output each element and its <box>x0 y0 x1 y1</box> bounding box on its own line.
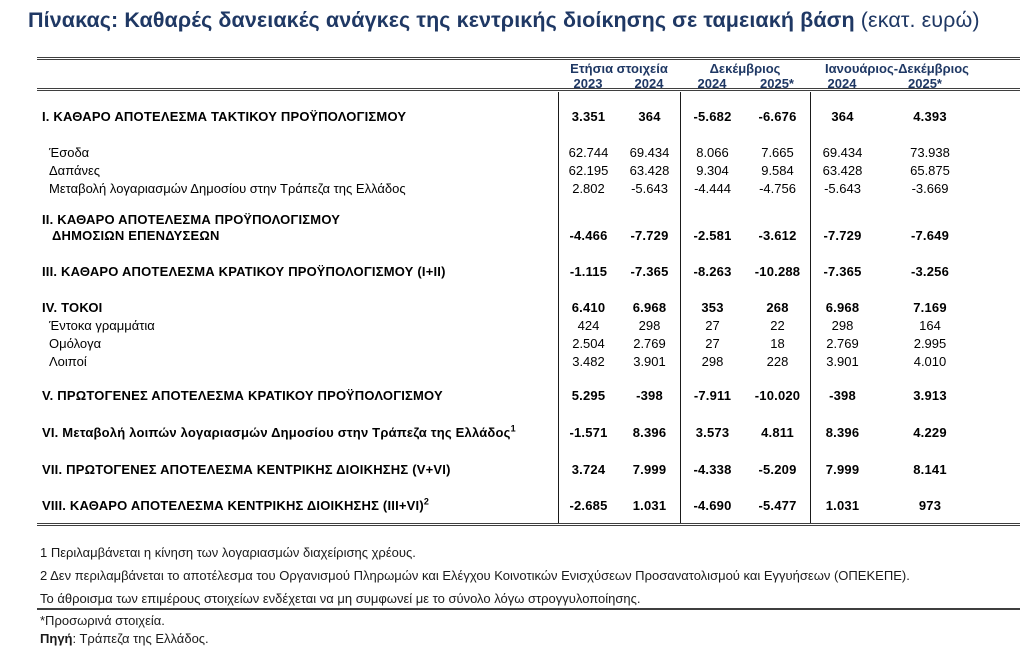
value-dec-2024: -4.444 <box>694 181 731 196</box>
value-dec-2025: -5.209 <box>758 462 797 477</box>
value-jandec-2025: -7.649 <box>910 228 950 243</box>
value-annual-2023: 62.744 <box>568 145 609 160</box>
value-dec-2024: -2.581 <box>693 228 732 243</box>
value-dec-2025: -4.756 <box>759 181 796 196</box>
value-annual-2023: 3.482 <box>572 354 605 369</box>
table-bottom-rule <box>37 523 1020 526</box>
value-annual-2023: 424 <box>577 318 600 333</box>
year-col-5: 2024 <box>827 76 857 91</box>
value-dec-2025: -5.477 <box>758 498 797 513</box>
value-dec-2025: 22 <box>770 318 785 333</box>
row-label: Ομόλογα <box>49 336 102 351</box>
value-dec-2024: 3.573 <box>695 425 730 440</box>
value-jandec-2024: -398 <box>829 388 856 403</box>
value-annual-2024: 69.434 <box>629 145 670 160</box>
value-dec-2025: 18 <box>770 336 785 351</box>
year-col-3: 2024 <box>697 76 727 91</box>
footnote-provisional: *Προσωρινά στοιχεία. <box>40 613 165 628</box>
footnote-marker: 1 <box>510 423 516 434</box>
value-annual-2023: 6.410 <box>571 300 606 315</box>
value-annual-2023: -4.466 <box>569 228 608 243</box>
footnote-2: 2 Δεν περιλαμβάνεται το αποτέλεσμα του Οργανισμού Πληρωμών και Ελέγχου Κοινοτικών Ενισχύσεων Προσανατολισμού και Εγγυήσεων (ΟΠΕΚΕΠΕ). <box>40 568 910 583</box>
row-label: IV. ΤΟΚΟΙ <box>42 300 103 315</box>
table-row <box>37 163 985 179</box>
row-label: Ι. ΚΑΘΑΡΟ ΑΠΟΤΕΛΕΣΜΑ ΤΑΚΤΙΚΟΥ ΠΡΟΫΠΟΛΟΓΙΣΜΟΥ <box>42 109 407 124</box>
value-jandec-2025: -3.669 <box>911 181 949 196</box>
table-row <box>37 498 985 514</box>
value-annual-2023: 2.802 <box>572 181 605 196</box>
value-dec-2024: 298 <box>701 354 724 369</box>
value-annual-2024: 7.999 <box>632 462 667 477</box>
year-col-4: 2025* <box>760 76 794 91</box>
header-bottom-rule <box>37 88 1020 91</box>
value-annual-2023: -1.115 <box>569 264 608 279</box>
value-jandec-2024: 364 <box>831 109 854 124</box>
table-row <box>37 462 985 478</box>
row-label: VI. Μεταβολή λοιπών λογαριασμών Δημοσίου στην Τράπεζα της Ελλάδος$^1$ <box>42 423 516 440</box>
value-jandec-2025: 973 <box>918 498 942 513</box>
value-jandec-2024: 63.428 <box>822 163 863 178</box>
value-annual-2024: -398 <box>636 388 663 403</box>
year-col-2: 2024 <box>634 76 664 91</box>
value-jandec-2024: 69.434 <box>822 145 863 160</box>
value-dec-2025: -6.676 <box>758 109 797 124</box>
value-jandec-2024: 8.396 <box>825 425 860 440</box>
value-dec-2024: 9.304 <box>696 163 729 178</box>
value-jandec-2024: 6.968 <box>825 300 860 315</box>
value-jandec-2025: 4.393 <box>913 109 947 124</box>
value-jandec-2024: 3.901 <box>826 354 859 369</box>
row-label: VIII. ΚΑΘΑΡΟ ΑΠΟΤΕΛΕΣΜΑ ΚΕΝΤΡΙΚΗΣ ΔΙΟΙΚΗΣΗΣ $(III+VI)^2$ <box>42 496 430 513</box>
row-label: VII. ΠΡΩΤΟΓΕΝΕΣ ΑΠΟΤΕΛΕΣΜΑ ΚΕΝΤΡΙΚΗΣ ΔΙΟΙΚΗΣΗΣ (V+VI) <box>42 462 451 477</box>
value-dec-2025: -10.288 <box>754 264 801 279</box>
row-label: Έντοκα γραμμάτια <box>49 318 155 333</box>
table-row <box>37 388 985 404</box>
page-title-unit: (εκατ. ευρώ) <box>854 8 980 32</box>
value-annual-2023: -1.571 <box>569 425 608 440</box>
footnote-rounding: Το άθροισμα των επιμέρους στοιχείων ενδέχεται να μη συμφωνεί με το σύνολο λόγω στρογγυλοποίησης. <box>40 591 641 606</box>
source-label: Πηγή <box>40 631 73 646</box>
column-group-december: Δεκέμβριος <box>709 61 781 76</box>
value-dec-2024: 353 <box>701 300 724 315</box>
table-row <box>37 109 985 125</box>
value-jandec-2025: 4.010 <box>913 354 947 369</box>
value-dec-2025: 228 <box>766 354 789 369</box>
value-jandec-2025: 73.938 <box>910 145 950 160</box>
value-dec-2024: 27 <box>705 336 720 351</box>
value-jandec-2024: 2.769 <box>826 336 859 351</box>
source-note <box>40 631 209 646</box>
value-annual-2024: 364 <box>638 109 661 124</box>
value-dec-2025: -10.020 <box>754 388 801 403</box>
value-dec-2025: 268 <box>766 300 789 315</box>
year-col-1: 2023 <box>573 76 603 91</box>
row-label: Δαπάνες <box>49 163 101 178</box>
row-label: Έσοδα <box>49 145 90 160</box>
value-annual-2023: 2.504 <box>572 336 605 351</box>
value-jandec-2025: 4.229 <box>913 425 947 440</box>
value-annual-2024: 63.428 <box>629 163 670 178</box>
value-annual-2023: 62.195 <box>568 163 609 178</box>
page-title-main: Πίνακας: Καθαρές δανειακές ανάγκες της κεντρικής διοίκησης σε ταμειακή βάση <box>28 8 855 32</box>
table-row <box>37 425 985 441</box>
source-text: : Τράπεζα της Ελλάδος. <box>72 631 209 646</box>
value-jandec-2025: 2.995 <box>913 336 947 351</box>
value-dec-2024: 8.066 <box>696 145 729 160</box>
value-annual-2024: 8.396 <box>632 425 667 440</box>
footer-rule <box>37 608 1020 610</box>
table-row <box>37 212 985 244</box>
value-annual-2023: 3.724 <box>571 462 606 477</box>
table-row <box>37 145 985 161</box>
value-annual-2024: -5.643 <box>631 181 668 196</box>
value-annual-2024: 6.968 <box>632 300 667 315</box>
value-dec-2024: -4.690 <box>693 498 732 513</box>
value-dec-2025: 4.811 <box>761 425 794 440</box>
value-dec-2024: -7.911 <box>693 388 732 403</box>
value-annual-2024: 2.769 <box>633 336 666 351</box>
value-jandec-2024: -7.365 <box>823 264 862 279</box>
column-group-annual: Ετήσια στοιχεία <box>570 61 668 76</box>
value-dec-2024: -8.263 <box>693 264 732 279</box>
value-annual-2024: 298 <box>638 318 661 333</box>
value-jandec-2025: 3.913 <box>913 388 947 403</box>
table-row <box>37 354 985 370</box>
row-label: V. ΠΡΩΤΟΓΕΝΕΣ ΑΠΟΤΕΛΕΣΜΑ ΚΡΑΤΙΚΟΥ ΠΡΟΫΠΟΛΟΓΙΣΜΟΥ <box>42 388 443 403</box>
value-jandec-2025: 8.141 <box>913 462 947 477</box>
table-header-groups <box>0 61 1020 76</box>
value-jandec-2025: 65.875 <box>910 163 950 178</box>
value-jandec-2024: -7.729 <box>823 228 862 243</box>
table-body <box>37 92 985 523</box>
value-annual-2024: -7.729 <box>630 228 669 243</box>
value-annual-2024: -7.365 <box>630 264 669 279</box>
value-annual-2023: 5.295 <box>571 388 606 403</box>
row-label: Μεταβολή λογαριασμών Δημοσίου στην Τράπεζα της Ελλάδος <box>49 181 406 196</box>
table-row <box>37 181 985 197</box>
value-jandec-2025: 7.169 <box>913 300 947 315</box>
value-dec-2024: -4.338 <box>693 462 732 477</box>
value-annual-2024: 1.031 <box>632 498 667 513</box>
value-annual-2024: 3.901 <box>633 354 666 369</box>
value-jandec-2024: 298 <box>831 318 854 333</box>
value-dec-2025: 9.584 <box>761 163 794 178</box>
row-label: ΙΙΙ. ΚΑΘΑΡΟ ΑΠΟΤΕΛΕΣΜΑ ΚΡΑΤΙΚΟΥ ΠΡΟΫΠΟΛΟΓΙΣΜΟΥ (Ι+ΙΙ) <box>42 264 446 279</box>
table-row <box>37 318 985 334</box>
footnote-1: 1 Περιλαμβάνεται η κίνηση των λογαριασμών διαχείρισης χρέους. <box>40 545 416 560</box>
value-dec-2025: 7.665 <box>761 145 794 160</box>
value-jandec-2024: 7.999 <box>825 462 860 477</box>
column-group-jan-dec: Ιανουάριος-Δεκέμβριος <box>825 61 969 76</box>
value-jandec-2024: -5.643 <box>824 181 861 196</box>
value-dec-2024: -5.682 <box>693 109 732 124</box>
value-annual-2023: 3.351 <box>571 109 606 124</box>
value-dec-2025: -3.612 <box>758 228 797 243</box>
table-row <box>37 336 985 352</box>
year-col-6: 2025* <box>908 76 942 91</box>
footnote-marker: 2 <box>423 496 430 507</box>
table-top-rule <box>37 57 1020 60</box>
page-title <box>28 8 980 33</box>
table-row <box>37 264 985 280</box>
row-label: ΙΙ. ΚΑΘΑΡΟ ΑΠΟΤΕΛΕΣΜΑ ΠΡΟΫΠΟΛΟΓΙΣΜΟΥ ΔΗΜΟΣΙΩΝ ΕΠΕΝΔΥΣΕΩΝ <box>42 212 341 243</box>
value-dec-2024: 27 <box>705 318 720 333</box>
value-jandec-2025: -3.256 <box>910 264 950 279</box>
value-jandec-2024: 1.031 <box>825 498 860 513</box>
value-jandec-2025: 164 <box>919 318 941 333</box>
table-row <box>37 300 985 316</box>
value-annual-2023: -2.685 <box>569 498 608 513</box>
row-label: Λοιποί <box>49 354 87 369</box>
